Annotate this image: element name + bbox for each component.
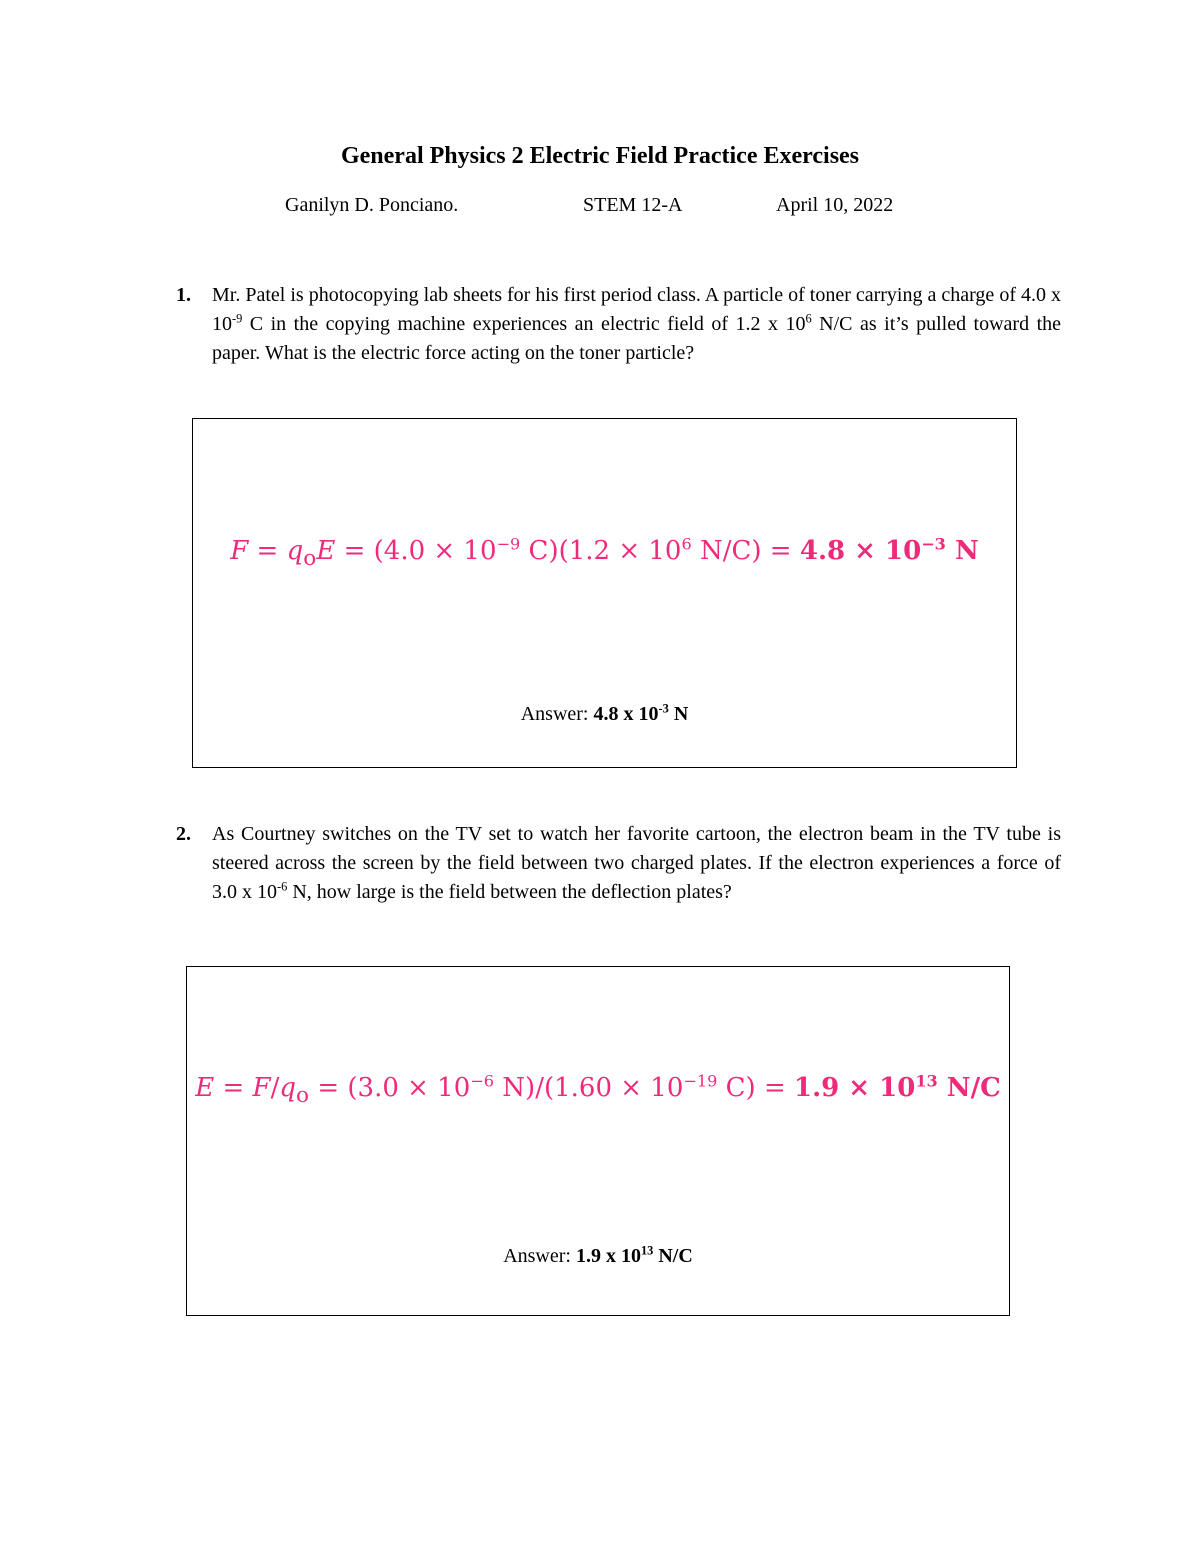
page-title: General Physics 2 Electric Field Practice Exercises <box>340 143 860 169</box>
solution-equation: $F = q_oE = (4.0 \times 10^{-9}$ $C)(1.2 \times 10^6$ $N/C) = 4.8 \times 10^{-3}$ N <box>230 534 979 572</box>
author-name: Ganilyn D. Ponciano. <box>285 194 459 216</box>
question-number: 2. <box>176 823 191 845</box>
document-date: April 10, 2022 <box>776 194 894 216</box>
answer-line: Answer: 1.9 x $10^{13}$ N/C <box>503 1243 693 1267</box>
question-2 <box>176 820 1061 907</box>
solution-equation: $E = F/q_o = (3.0 \times 10^{-6}$ $N)/(1.60 \times 10^{-19}$ $C) = 1.9 \times 10^{13}$ N/C <box>195 1071 1001 1109</box>
class-section: STEM 12-A <box>583 194 683 216</box>
answer-box-1 <box>192 418 1017 768</box>
answer-line: Answer: 4.8 x $10^{-3}$ N <box>520 701 689 725</box>
answer-box-2 <box>186 966 1010 1316</box>
question-number: 1. <box>176 284 191 306</box>
question-text: Mr. Patel is photocopying lab sheets for his first period class. A particle of toner carrying a charge of 4.0 x $10^{-9}$ C in the copying machine experiences an electric field of 1.2 x $10^6$ N/C as it’s pulled toward the paper. What is the electric force acting on the toner particle? <box>212 284 1061 364</box>
question-1 <box>176 281 1061 368</box>
question-text: As Courtney switches on the TV set to watch her favorite cartoon, the electron beam in the TV tube is steered across the screen by the field between two charged plates. If the electron experiences a force of 3.0 x $10^{-6}$ N, how large is the field between the deflection plates? <box>212 823 1061 903</box>
